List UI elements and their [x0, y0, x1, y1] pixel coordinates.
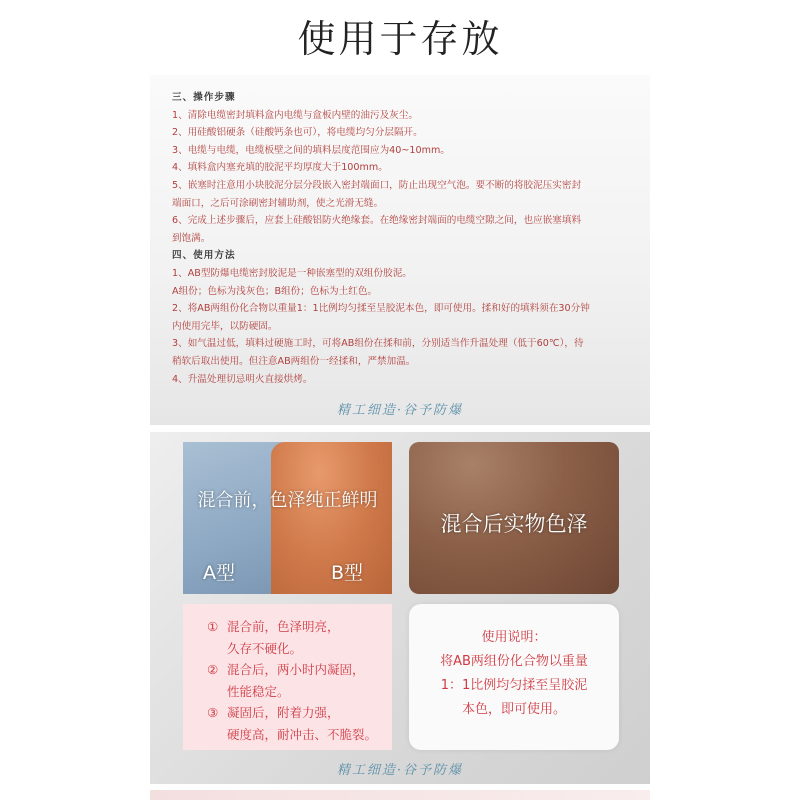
instructions-panel: [150, 75, 650, 425]
step-line: 6、完成上述步骤后，应套上硅酸铝防火绝缘套。在绝缘密封端面的电缆空隙之间，也应嵌塞填料: [172, 215, 582, 227]
feature-number: ②: [207, 662, 219, 677]
page-title: 使用于存放: [297, 17, 503, 61]
usage-header: 四、使用方法: [172, 250, 236, 262]
after-mix-label: 混合后实物色泽: [440, 512, 588, 536]
feature-text-cont: 久存不硬化。: [227, 640, 303, 656]
feature-text-cont: 硬度高，耐冲击、不脆裂。: [227, 726, 378, 742]
usage-line: 稍软后取出使用。但注意AB两组份一经揉和，严禁加温。: [172, 355, 416, 367]
feature-text-cont: 性能稳定。: [227, 683, 290, 699]
step-line: 2、用硅酸铝硬条（硅酸钙条也可），将电缆均匀分层隔开。: [172, 127, 423, 139]
usage-line: A组份；色标为浅灰色；B组份；色标为土红色。: [172, 285, 378, 297]
step-line: 到饱满。: [172, 232, 211, 244]
before-mix-label: 混合前，色泽纯正鲜明: [197, 490, 378, 511]
instructions-title: 使用说明：: [481, 630, 547, 645]
product-panel: [150, 432, 650, 784]
feature-item: [207, 659, 392, 702]
feature-text: 凝固后，附着力强，: [227, 705, 340, 720]
instructions-line: 1：1比例均匀揉至呈胶泥: [440, 678, 588, 693]
usage-line: 4、升温处理切忌明火直接烘烤。: [172, 373, 313, 385]
before-mix-photo: [183, 442, 392, 594]
instructions-line: 本色，即可使用。: [461, 702, 566, 717]
slogan: 精工细造·谷予防爆: [336, 403, 464, 418]
step-line: 4、填料盒内塞充填的胶泥平均厚度大于100mm。: [172, 162, 388, 174]
type-b-label: B型: [331, 562, 364, 584]
next-panel-edge: [150, 790, 650, 800]
usage-line: 内使用完毕，以防硬固。: [172, 320, 278, 332]
step-line: 1、清除电缆密封填料盒内电缆与盒板内壁的油污及灰尘。: [172, 109, 418, 121]
type-a-label: A型: [203, 562, 235, 584]
usage-line: 3、如气温过低，填料过硬施工时，可将AB组份在揉和前，分别适当作升温处理（低于60℃），待: [172, 338, 584, 350]
feature-number: ③: [207, 705, 219, 720]
instructions-box: [409, 604, 619, 750]
feature-number: ①: [207, 619, 219, 634]
usage-line: 1、AB型防爆电缆密封胶泥是一种嵌塞型的双组份胶泥。: [172, 267, 412, 279]
feature-item: [207, 616, 392, 659]
step-line: 端面口，之后可涂刷密封辅助剂，使之光滑无缝。: [172, 197, 384, 209]
after-mix-photo: [409, 442, 619, 594]
steps-section: [172, 89, 628, 388]
step-line: 5、嵌塞时注意用小块胶泥分层分段嵌入密封端面口，防止出现空气泡。要不断的将胶泥压实密封: [172, 179, 582, 191]
features-box: [183, 604, 392, 750]
steps-header: 三、操作步骤: [172, 92, 236, 103]
slogan: 精工细造·谷予防爆: [336, 763, 464, 778]
usage-line: 2、将AB两组份化合物以重量1：1比例均匀揉至呈胶泥本色，即可使用。揉和好的填料须在30分钟: [172, 303, 590, 315]
instructions-line: 将AB两组份化合物以重量: [440, 654, 588, 669]
feature-text: 混合后，两小时内凝固，: [227, 662, 365, 677]
step-line: 3、电缆与电缆，电缆板壁之间的填料层度范围应为40~10mm。: [172, 144, 450, 156]
feature-item: [207, 702, 392, 745]
feature-text: 混合前，色泽明亮，: [227, 619, 340, 634]
